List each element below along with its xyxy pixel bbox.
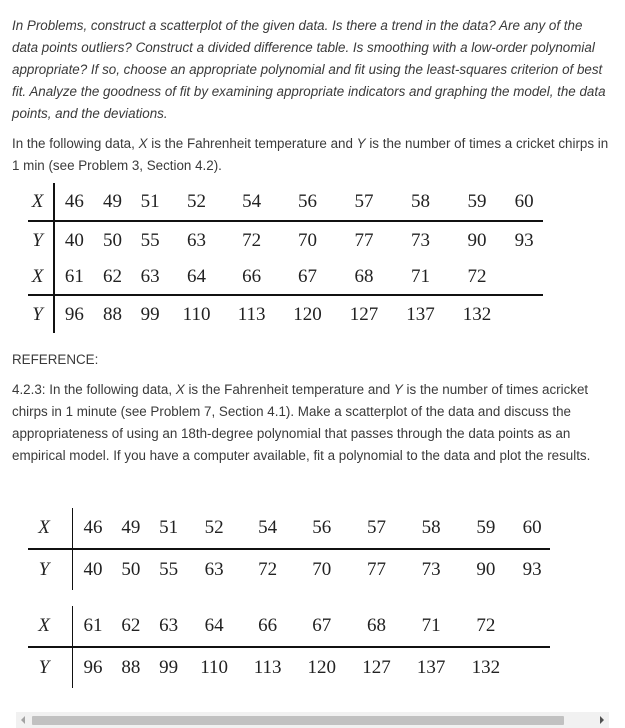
- table-cell: 93: [514, 229, 534, 251]
- table-cell: 49: [111, 508, 149, 549]
- table-cell: 60: [505, 183, 543, 221]
- table2-row-y1: [28, 549, 550, 590]
- ref-x-var: X: [175, 382, 185, 397]
- table-cell: 54: [224, 183, 279, 221]
- table-cell: 63: [149, 606, 187, 647]
- table-cell: 40: [64, 229, 84, 251]
- problem-statement: In Problems, construct a scatterplot of the given data. Is there a trend in the data? Are any of the data points outliers? Construct a divided difference table. Is smoothing with a low-order polynomial appropriate? If so, choose an appropriate polynomial and fit using the least-squares criterion of best fit. Analyze the goodness of fit by examining appropriate indicators and graphing the model, the data points, and the deviations.: [12, 18, 606, 121]
- table-cell: 93: [522, 559, 542, 580]
- row-label: X: [28, 183, 54, 221]
- table-cell: 50: [121, 559, 141, 580]
- table-cell: 57: [336, 183, 393, 221]
- table-cell: 67: [279, 259, 336, 295]
- table2-row-x2: [28, 606, 550, 647]
- table-cell: 71: [403, 606, 458, 647]
- table-cell: 99: [140, 303, 160, 325]
- data-table-1: [28, 183, 543, 333]
- table2-row-x1: [28, 508, 550, 549]
- table-cell: 46: [73, 508, 112, 549]
- table-cell: 55: [140, 229, 160, 251]
- table-cell: 62: [94, 259, 132, 295]
- table-cell: 77: [366, 559, 386, 580]
- table-cell: 127: [349, 303, 379, 325]
- table-cell: 60: [512, 508, 550, 549]
- table-cell: 55: [159, 559, 179, 580]
- table-cell: 61: [73, 606, 112, 647]
- table-cell: 72: [449, 259, 506, 295]
- table-cell: 59: [458, 508, 513, 549]
- table1-row-y2: [28, 295, 543, 333]
- table-cell: 90: [467, 229, 487, 251]
- intro-y-var: Y: [356, 136, 366, 151]
- table-cell: 67: [293, 606, 348, 647]
- table-cell: 51: [149, 508, 187, 549]
- table-cell: 66: [240, 606, 293, 647]
- table-cell: 137: [416, 657, 446, 678]
- table-cell: 96: [64, 303, 84, 325]
- table-cell: 70: [312, 559, 332, 580]
- table-cell: 120: [293, 303, 322, 325]
- row-label: Y: [28, 549, 73, 590]
- table-cell: 68: [348, 606, 403, 647]
- row-label: X: [28, 259, 54, 295]
- table-spacer-cell: [28, 590, 550, 606]
- scrollbar-thumb[interactable]: [32, 716, 564, 725]
- data-table-2: [28, 508, 550, 688]
- table-cell: 50: [102, 229, 122, 251]
- table-cell: 58: [403, 508, 458, 549]
- table-cell: 49: [94, 183, 132, 221]
- table-cell: 137: [406, 303, 435, 325]
- table2-row-y2: [28, 647, 550, 688]
- reference-text: [12, 379, 612, 467]
- table-cell: 63: [204, 559, 224, 580]
- table-cell: 52: [186, 508, 239, 549]
- table-cell: 64: [186, 606, 239, 647]
- table-cell: 88: [121, 657, 141, 678]
- table-cell-empty: [505, 259, 543, 295]
- table1-row-x2: [28, 259, 543, 295]
- intro-text-3: is the number of times a cricket chirps in 1 min (see Problem 3, Section 4.2).: [12, 136, 609, 173]
- table-cell: 63: [131, 259, 169, 295]
- row-label: X: [28, 508, 73, 549]
- intro-text-2: is the Fahrenheit temperature and: [147, 136, 357, 151]
- table-cell-empty: [512, 606, 550, 647]
- table-cell: 113: [253, 657, 282, 678]
- table-cell: 90: [476, 559, 496, 580]
- table-cell: 62: [111, 606, 149, 647]
- table-cell: 61: [54, 259, 94, 295]
- table-cell: 58: [392, 183, 449, 221]
- table-cell: 120: [307, 657, 336, 678]
- table-cell: 56: [293, 508, 348, 549]
- ref-text-3: is the number of times acricket chirps in 1 minute (see Problem 7, Section 4.1). Make a scatterplot of the data and discuss the appropriateness of using an 18th-degree polynomial that passes through the data points as an empirical model. If you have a computer available, fit a polynomial to the data and plot the results.: [12, 382, 591, 463]
- table-cell: 77: [354, 229, 374, 251]
- table-cell: 66: [224, 259, 279, 295]
- table-cell: 68: [336, 259, 393, 295]
- row-label: X: [28, 606, 73, 647]
- table-cell: 71: [392, 259, 449, 295]
- data-intro: [12, 133, 612, 177]
- table-cell: 40: [83, 559, 103, 580]
- table1-row-x1: [28, 183, 543, 221]
- table-cell: 88: [102, 303, 122, 325]
- table-cell: 72: [258, 559, 278, 580]
- intro-x-var: X: [138, 136, 148, 151]
- intro-text-1: In the following data,: [12, 136, 139, 151]
- table-cell: 51: [131, 183, 169, 221]
- table-cell: 57: [348, 508, 403, 549]
- table-cell: 110: [200, 657, 229, 678]
- table-cell: 72: [242, 229, 262, 251]
- table-cell: 56: [279, 183, 336, 221]
- table-cell-empty: [505, 295, 543, 333]
- scroll-right-arrow-icon[interactable]: [595, 712, 609, 728]
- table-cell: 99: [159, 657, 179, 678]
- table-cell-empty: [512, 647, 550, 688]
- table-cell: 132: [462, 303, 492, 325]
- table-cell: 73: [421, 559, 441, 580]
- ref-text-2: is the Fahrenheit temperature and: [184, 382, 394, 397]
- table-cell: 54: [240, 508, 293, 549]
- table-cell: 127: [362, 657, 391, 678]
- table-cell: 70: [297, 229, 317, 251]
- ref-text-1: 4.2.3: In the following data,: [12, 382, 176, 397]
- table-cell: 73: [411, 229, 430, 251]
- row-label: Y: [28, 221, 54, 259]
- table-cell: 132: [471, 657, 501, 678]
- horizontal-scrollbar[interactable]: [16, 712, 609, 728]
- table-cell: 59: [449, 183, 506, 221]
- ref-y-var: Y: [393, 382, 403, 397]
- table-cell: 64: [169, 259, 224, 295]
- table-cell: 72: [458, 606, 513, 647]
- table-cell: 52: [169, 183, 224, 221]
- table-cell: 96: [83, 657, 103, 678]
- table-cell: 113: [237, 303, 266, 325]
- table1-row-y1: [28, 221, 543, 259]
- table-cell: 110: [182, 303, 211, 325]
- table-cell: 63: [187, 229, 207, 251]
- row-label: Y: [28, 295, 54, 333]
- table-cell: 46: [54, 183, 94, 221]
- row-label: Y: [28, 647, 73, 688]
- scroll-left-arrow-icon[interactable]: [16, 712, 30, 728]
- table2-spacer: [28, 590, 550, 606]
- reference-label: REFERENCE:: [12, 352, 99, 367]
